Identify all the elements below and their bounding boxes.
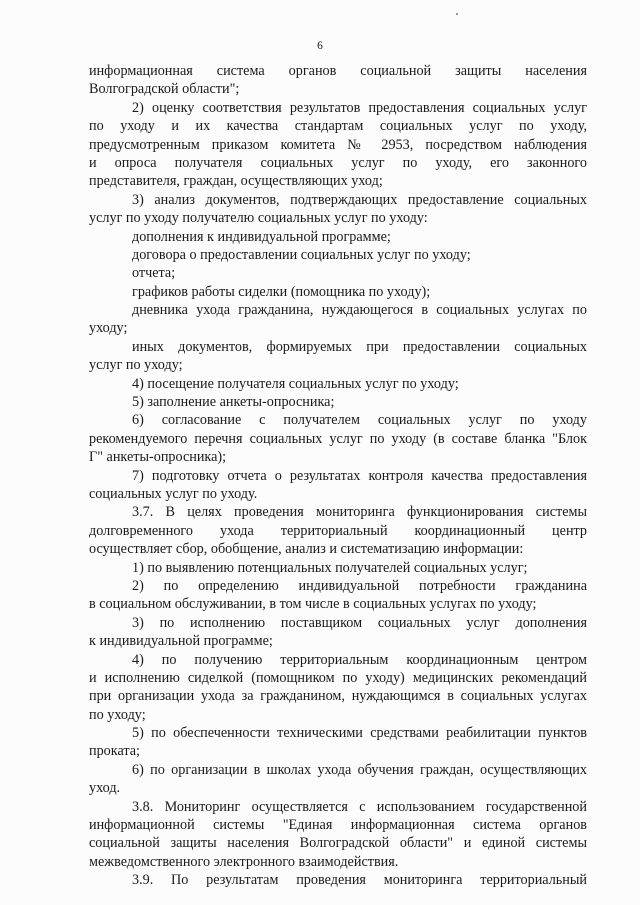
text-line: осуществляет сбор, обобщение, анализ и систематизацию информации:	[89, 541, 524, 558]
text-line: уход.	[89, 780, 121, 797]
text-line: и исполнению сиделкой (помощником по уходу) медицинских рекомендаций	[89, 669, 587, 686]
page-number: 6	[317, 40, 323, 52]
text-line: 4) посещение получателя социальных услуг по уходу;	[132, 375, 459, 392]
text-line: рекомендуемого перечня социальных услуг по уходу (в составе бланка "Блок	[89, 430, 587, 447]
text-line: 3) по исполнению поставщиком социальных услуг дополнения	[132, 614, 587, 631]
text-line: 5) по обеспеченности техническими средствами реабилитации пунктов	[132, 725, 587, 742]
text-line: к индивидуальной программе;	[89, 633, 273, 650]
text-line: графиков работы сиделки (помощника по уходу);	[132, 283, 431, 300]
text-line: по уходу и их качества стандартам социальных услуг по уходу,	[89, 118, 587, 135]
text-line: 7) подготовку отчета о результатах контроля качества предоставления	[132, 467, 587, 484]
text-line: социальной защиты населения Волгоградской области" и единой системы	[89, 835, 587, 852]
text-line: 3.8. Мониторинг осуществляется с использованием государственной	[132, 798, 587, 815]
text-line: 6) по организации в школах ухода обучения граждан, осуществляющих	[132, 761, 587, 778]
text-line: 1) по выявлению потенциальных получателей социальных услуг;	[132, 559, 528, 576]
text-line: Волгоградской области";	[89, 81, 240, 98]
text-line: договора о предоставлении социальных услуг по уходу;	[132, 246, 471, 263]
text-line: 4) по получению территориальным координационным центром	[132, 651, 587, 668]
text-line: при организации ухода за гражданином, нуждающимся в социальных услугах	[89, 688, 587, 705]
text-line: 3) анализ документов, подтверждающих предоставление социальных	[132, 191, 587, 208]
text-line: Г" анкеты-опросника);	[89, 449, 227, 466]
text-line: 2) по определению индивидуальной потребности гражданина	[132, 577, 587, 594]
text-line: межведомственного электронного взаимодействия.	[89, 853, 399, 870]
text-line: информационная система органов социальной защиты населения	[89, 63, 587, 79]
text-line: 5) заполнение анкеты-опросника;	[132, 394, 335, 411]
text-line: представителя, граждан, осуществляющих уход;	[89, 173, 383, 190]
text-line: отчета;	[132, 265, 176, 282]
text-line: дневника ухода гражданина, нуждающегося в социальных услугах по	[132, 302, 587, 319]
text-line: 6) согласование с получателем социальных услуг по уходу	[132, 412, 587, 429]
text-line: в социальном обслуживании, в том числе в социальных услугах по уходу;	[89, 596, 537, 613]
text-line: дополнения к индивидуальной программе;	[132, 228, 391, 245]
text-line: проката;	[89, 743, 140, 760]
text-line: услуг по уходу получателю социальных услуг по уходу:	[89, 210, 428, 227]
text-line: информационной системы "Единая информационная система органов	[89, 817, 587, 834]
text-line: 2) оценку соответствия результатов предоставления социальных услуг	[132, 99, 587, 116]
text-line: долговременного ухода территориальный координационный центр	[89, 522, 587, 539]
document-body	[89, 62, 587, 890]
text-line: предусмотренным приказом комитета № 2953, посредством наблюдения	[89, 136, 587, 153]
text-line: уходу;	[89, 320, 128, 337]
text-line: иных документов, формируемых при предоставлении социальных	[132, 338, 587, 355]
text-line: 3.9. По результатам проведения мониторинга территориальный	[132, 872, 587, 889]
scan-speck	[456, 13, 458, 15]
text-line: социальных услуг по уходу.	[89, 485, 258, 502]
text-line: 3.7. В целях проведения мониторинга функционирования системы	[132, 504, 587, 521]
text-line: услуг по уходу;	[89, 357, 183, 374]
text-line: по уходу;	[89, 706, 146, 723]
text-line: и опроса получателя социальных услуг по уходу, его законного	[89, 154, 587, 171]
